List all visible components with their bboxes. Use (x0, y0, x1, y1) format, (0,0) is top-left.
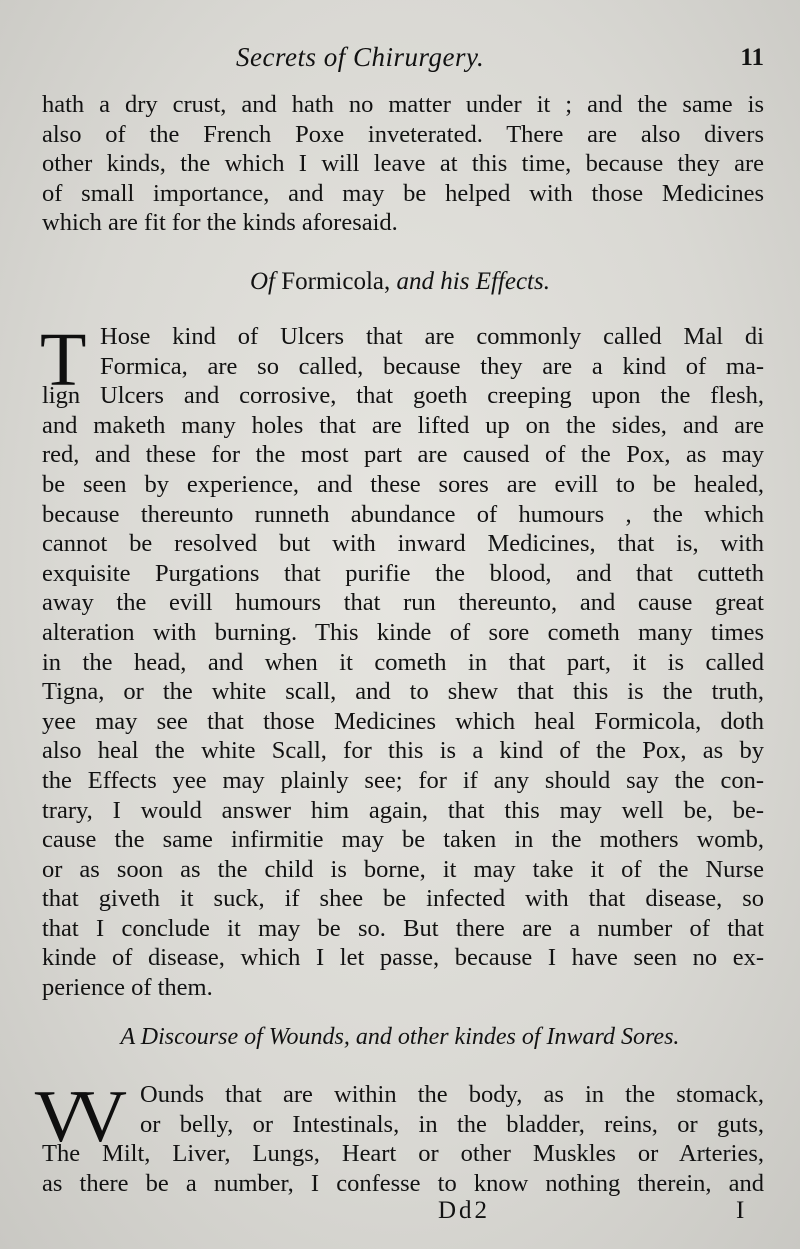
text-line: hath a dry crust, and hath no matter under it ; and the same is (42, 91, 764, 118)
page-header (0, 42, 800, 82)
text-line: be seen by experience, and these sores are evill to be healed, (42, 470, 764, 498)
paragraph-wounds (42, 1080, 764, 1198)
paragraph-ulcer-kinds (42, 90, 764, 238)
text-line: exquisite Purgations that purifie the blood, and that cutteth (42, 559, 764, 587)
heading-name: Formicola, (281, 268, 391, 295)
section-heading-formicola (0, 268, 800, 296)
drop-capital: T (40, 318, 87, 402)
text-line: and maketh many holes that are lifted up on the sides, and are (42, 411, 764, 439)
text-line: or as soon as the child is borne, it may take it of the Nurse (42, 855, 764, 883)
text-line: which are fit for the kinds aforesaid. (42, 209, 398, 237)
running-title: Secrets of Chirurgery. (236, 42, 485, 72)
text-line: because thereunto runneth abundance of humours , the which (42, 500, 764, 528)
text-line: as there be a number, I confesse to know nothing therein, and (42, 1169, 764, 1197)
heading-suffix: and his Effects. (396, 268, 550, 295)
paragraph-formicola (40, 318, 764, 1003)
text-line: Hose kind of Ulcers that are commonly called Mal di (100, 323, 764, 350)
text-line: cause the same infirmitie may be taken in the mothers womb, (42, 826, 764, 854)
text-line: away the evill humours that run thereunto, and cause great (42, 589, 764, 617)
text-line: the Effects yee may plainly see; for if any should say the con- (42, 766, 764, 794)
text-line: lign Ulcers and corrosive, that goeth creeping upon the flesh, (42, 382, 764, 410)
text-line: trary, I would answer him again, that this may well be, be- (42, 796, 764, 824)
text-line: also heal the white Scall, for this is a kind of the Pox, as by (42, 737, 764, 765)
catchword: I (736, 1197, 745, 1224)
text-line: Tigna, or the white scall, and to shew that this is the truth, (42, 678, 764, 706)
text-line: perience of them. (42, 974, 213, 1002)
section-heading-wounds: A Discourse of Wounds, and other kindes of Inward Sores. (120, 1024, 680, 1050)
text-line: red, and these for the most part are caused of the Pox, as may (42, 441, 764, 469)
page-number: 11 (740, 44, 764, 71)
page-footer (0, 1197, 800, 1237)
drop-capital: VV (34, 1076, 113, 1158)
text-line: of small importance, and may be helped with those Medicines (42, 179, 764, 207)
text-line: Formica, are so called, because they are a kind of ma- (100, 352, 764, 380)
heading-prefix: Of (250, 268, 275, 295)
text-line: cannot be resolved but with inward Medicines, that is, with (42, 530, 764, 558)
signature-mark: Dd2 (438, 1197, 491, 1224)
text-line: other kinds, the which I will leave at this time, because they are (42, 150, 764, 178)
text-line: that I conclude it may be so. But there are a number of that (42, 914, 764, 942)
text-line: Ounds that are within the body, as in the stomack, (140, 1081, 764, 1108)
text-line: in the head, and when it cometh in that part, it is called (42, 648, 764, 676)
text-line: alteration with burning. This kinde of sore cometh many times (42, 618, 764, 646)
text-line: yee may see that those Medicines which heal Formicola, doth (42, 707, 764, 735)
text-line: that giveth it suck, if shee be infected with that disease, so (42, 885, 764, 913)
text-line: The Milt, Liver, Lungs, Heart or other Muskles or Arteries, (42, 1140, 764, 1168)
text-line: also of the French Poxe inveterated. There are also divers (42, 120, 764, 148)
text-line: kinde of disease, which I let passe, because I have seen no ex- (42, 944, 764, 972)
text-line: or belly, or Intestinals, in the bladder, reins, or guts, (140, 1110, 764, 1138)
